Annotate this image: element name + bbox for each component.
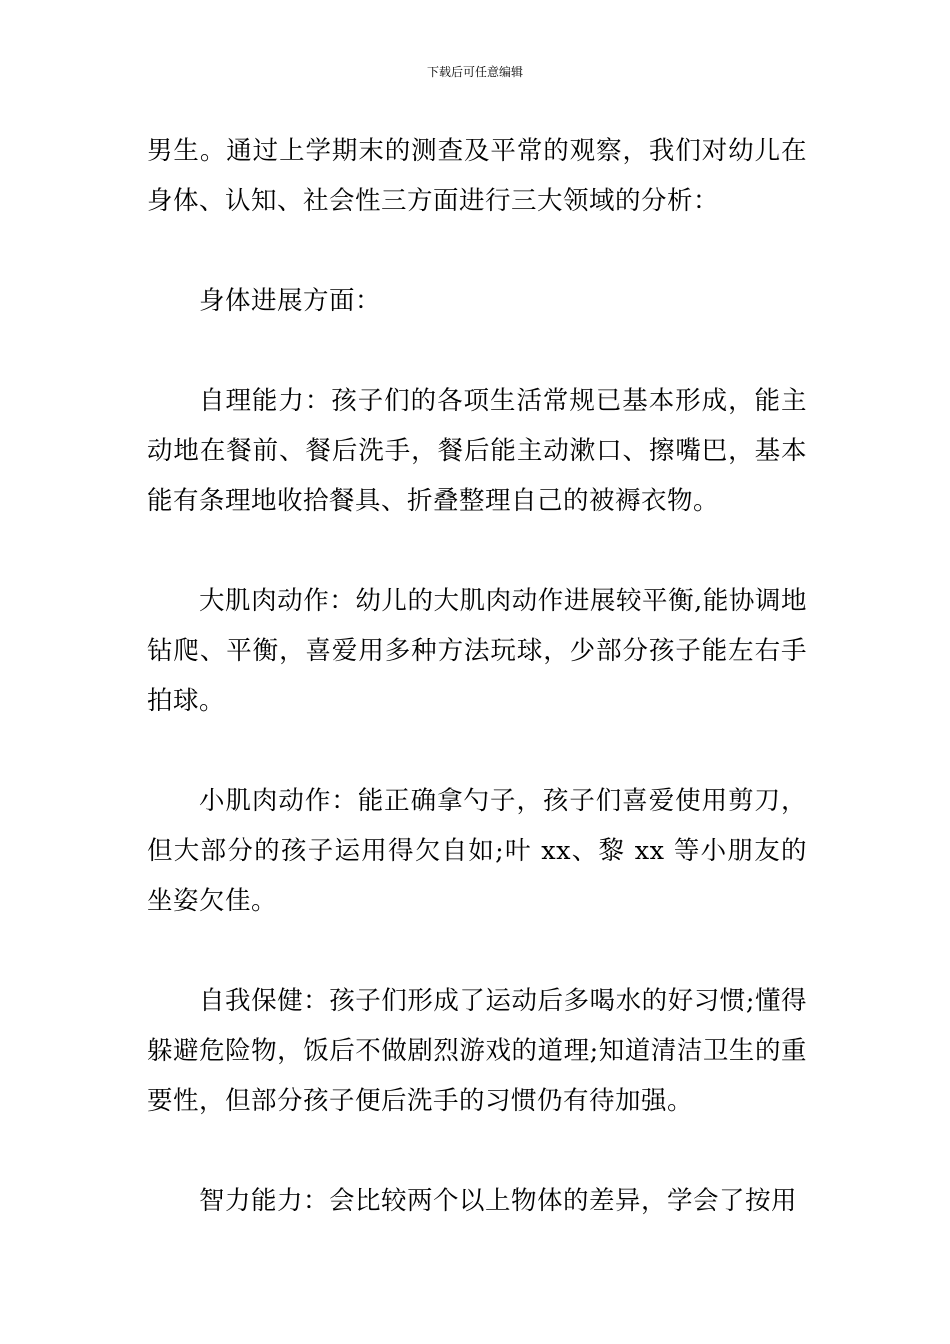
paragraph-self-care: 自理能力：孩子们的各项生活常规已基本形成，能主动地在餐前、餐后洗手，餐后能主动漱口、擦嘴巴，基本能有条理地收拾餐具、折叠整理自己的被褥衣物。	[147, 386, 807, 516]
document-body	[147, 126, 807, 1226]
paragraph-physical-development-heading: 身体进展方面：	[199, 286, 382, 316]
page-header: 下载后可任意编辑	[426, 65, 523, 79]
paragraph-fine-motor: 小肌肉动作：能正确拿勺子，孩子们喜爱使用剪刀，但大部分的孩子运用得欠自如;叶 xx、黎 xx 等小朋友的坐姿欠佳。	[147, 786, 807, 916]
paragraph-intellectual: 智力能力：会比较两个以上物体的差异，学会了按用	[199, 1186, 798, 1216]
paragraph-gross-motor: 大肌肉动作：幼儿的大肌肉动作进展较平衡,能协调地钻爬、平衡，喜爱用多种方法玩球，少部分孩子能左右手拍球。	[147, 586, 807, 716]
paragraph-continuation: 男生。通过上学期末的测查及平常的观察，我们对幼儿在身体、认知、社会性三方面进行三大领域的分析：	[147, 136, 807, 216]
paragraph-self-health: 自我保健：孩子们形成了运动后多喝水的好习惯;懂得躲避危险物，饭后不做剧烈游戏的道理;知道清洁卫生的重要性，但部分孩子便后洗手的习惯仍有待加强。	[147, 986, 807, 1116]
